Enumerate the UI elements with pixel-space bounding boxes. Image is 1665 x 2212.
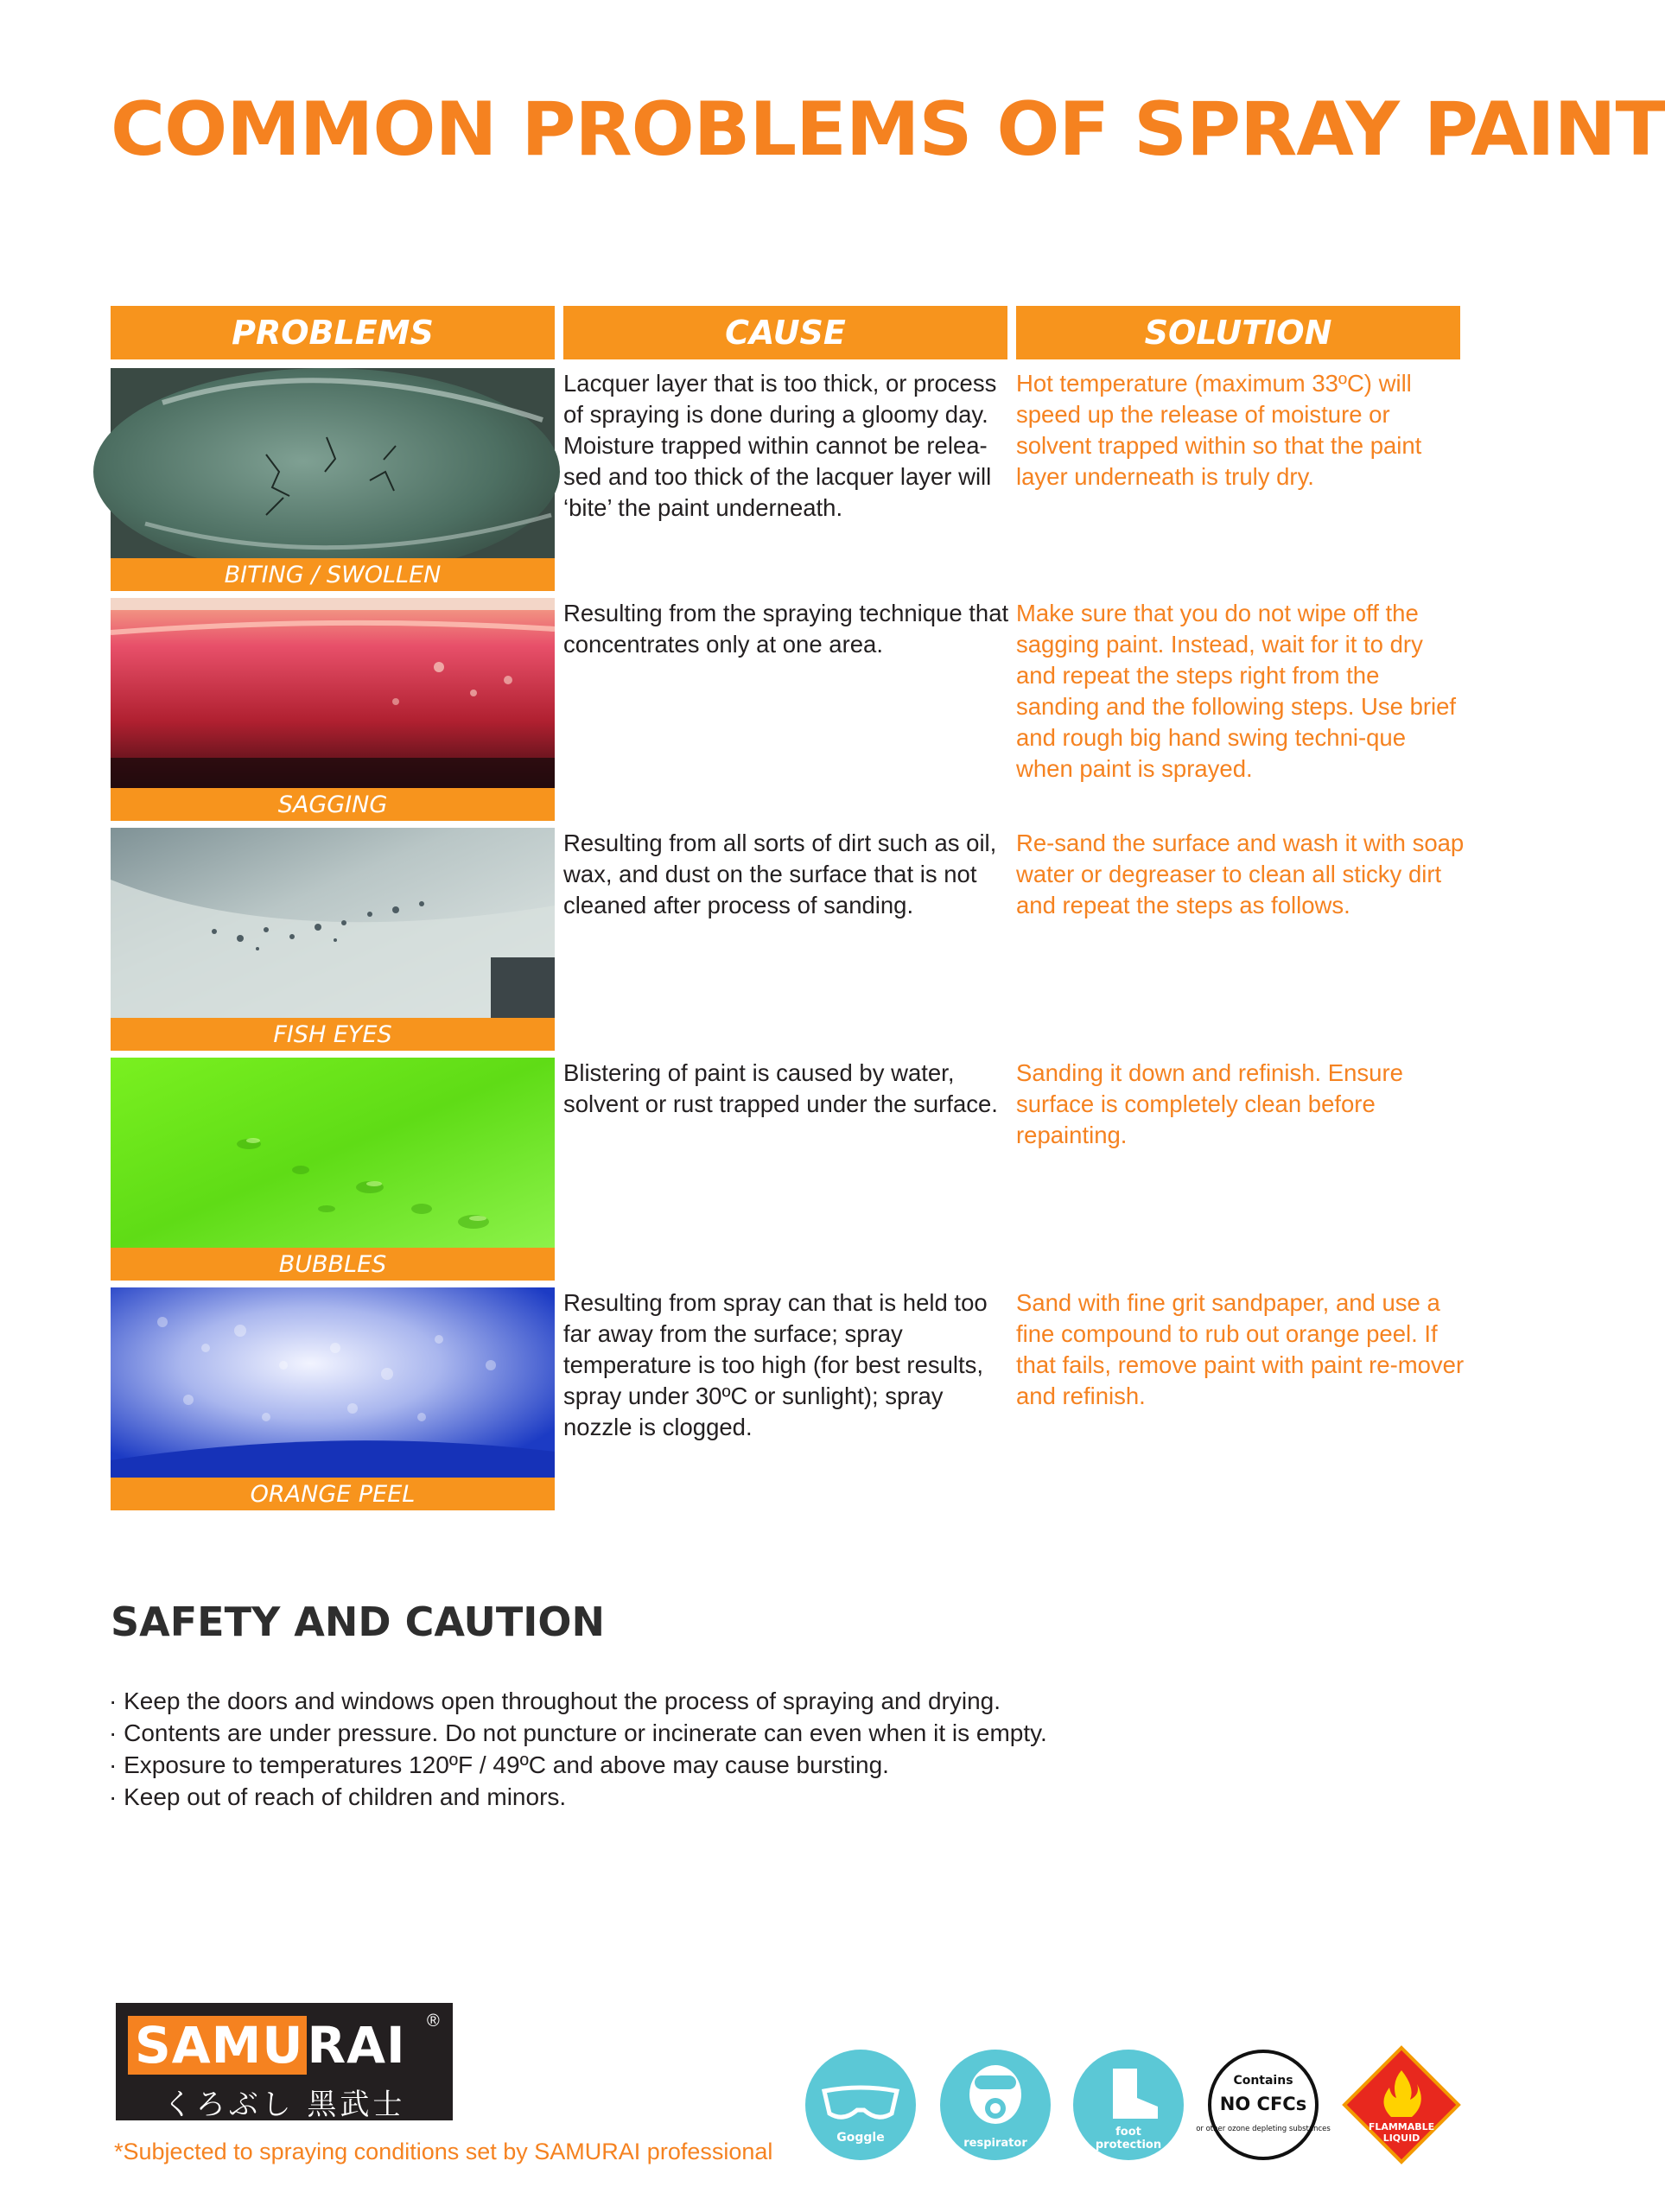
solution-text: Sanding it down and refinish. Ensure surface is completely clean before repainting. (1016, 1059, 1403, 1148)
respirator-icon (940, 2050, 1051, 2160)
no-cfcs-icon (1196, 2050, 1331, 2160)
logo-wordmark (128, 2015, 420, 2075)
flammable-text-2: LIQUID (1382, 2133, 1420, 2144)
safety-item: · Contents are under pressure. Do not puncture or incinerate can even when it is empty. (109, 1719, 1047, 1746)
cfc-main-text: NO CFCs (1219, 2094, 1307, 2114)
page-title: COMMON PROBLEMS OF SPRAY PAINT (111, 86, 1665, 173)
solution-text: Re-sand the surface and wash it with soap water or degreaser to clean all sticky dirt and repeat the steps as follows. (1016, 830, 1465, 918)
sagging-photo (111, 598, 555, 788)
problem-row (0, 598, 1565, 817)
foot-label-1: foot (1115, 2126, 1141, 2139)
problem-label: FISH EYES (111, 1018, 555, 1051)
solution-text: Make sure that you do not wipe off the sagging paint. Instead, wait for it to dry and repeat the steps right from the sanding and the following steps. Use brief and rough big hand swing techni-que when paint is sprayed. (1016, 600, 1457, 782)
orange-peel-photo (111, 1287, 555, 1478)
problem-row (0, 368, 1565, 588)
logo-word-a: SAMU (128, 2016, 307, 2075)
problem-label: BITING / SWOLLEN (111, 558, 555, 591)
problem-row (0, 1287, 1565, 1507)
safety-item: · Exposure to temperatures 120ºF / 49ºC and above may cause bursting. (109, 1751, 889, 1778)
cfc-top-text: Contains (1233, 2074, 1293, 2088)
header-solution: SOLUTION (1016, 306, 1460, 359)
logo-registered-mark: ® (427, 2012, 440, 2031)
header-cause: CAUSE (563, 306, 1007, 359)
biting-photo (111, 368, 555, 558)
logo-japanese: くろぶし 黑武士 (162, 2088, 406, 2122)
problem-label: SAGGING (111, 788, 555, 821)
bubbles-photo (111, 1058, 555, 1248)
problem-label: BUBBLES (111, 1248, 555, 1281)
fish-eyes-photo (111, 828, 555, 1018)
foot-protection-icon (1073, 2050, 1184, 2160)
solution-text: Sand with fine grit sandpaper, and use a fine compound to rub out orange peel. If that fails, remove paint with paint re-mover and refinish. (1016, 1289, 1465, 1409)
respirator-label: respirator (963, 2137, 1027, 2150)
flammable-liquid-icon (1341, 2044, 1462, 2165)
problem-label: ORANGE PEEL (111, 1478, 555, 1510)
problem-row (0, 828, 1565, 1047)
problem-row (0, 1058, 1565, 1277)
safety-title: SAFETY AND CAUTION (111, 1599, 605, 1645)
solution-text: Hot temperature (maximum 33ºC) will speed up the release of moisture or solvent trapped within so that the paint layer underneath is truly dry. (1016, 370, 1422, 490)
cause-text: Blistering of paint is caused by water, solvent or rust trapped under the surface. (563, 1059, 998, 1117)
logo-word-b: RAI (307, 2016, 406, 2075)
safety-item: · Keep the doors and windows open throughout the process of spraying and drying. (109, 1688, 1001, 1714)
cause-text: Resulting from spray can that is held too far away from the surface; spray temperature is too high (for best results, spray under 30ºC or sunlight); spray nozzle is clogged. (563, 1289, 988, 1440)
safety-item: · Keep out of reach of children and minors. (109, 1783, 567, 1810)
cfc-bottom-text: or other ozone depleting substances (1196, 2125, 1331, 2133)
flammable-text-1: FLAMMABLE (1368, 2121, 1435, 2133)
goggle-label: Goggle (836, 2131, 885, 2145)
samurai-logo (116, 2003, 453, 2120)
header-problems: PROBLEMS (111, 306, 555, 359)
foot-label-2: protection (1095, 2139, 1162, 2152)
cause-text: Resulting from all sorts of dirt such as oil, wax, and dust on the surface that is not cleaned after process of sanding. (563, 830, 997, 918)
goggle-icon (805, 2050, 916, 2160)
safety-list (109, 1685, 1047, 1813)
cause-text: Lacquer layer that is too thick, or process of spraying is done during a gloomy day. Moisture trapped within cannot be relea-sed and too thick of the lacquer layer will ‘bite’ the paint underneath. (563, 370, 997, 521)
footnote: *Subjected to spraying conditions set by SAMURAI professional (114, 2139, 773, 2164)
cause-text: Resulting from the spraying technique that concentrates only at one area. (563, 600, 1009, 658)
